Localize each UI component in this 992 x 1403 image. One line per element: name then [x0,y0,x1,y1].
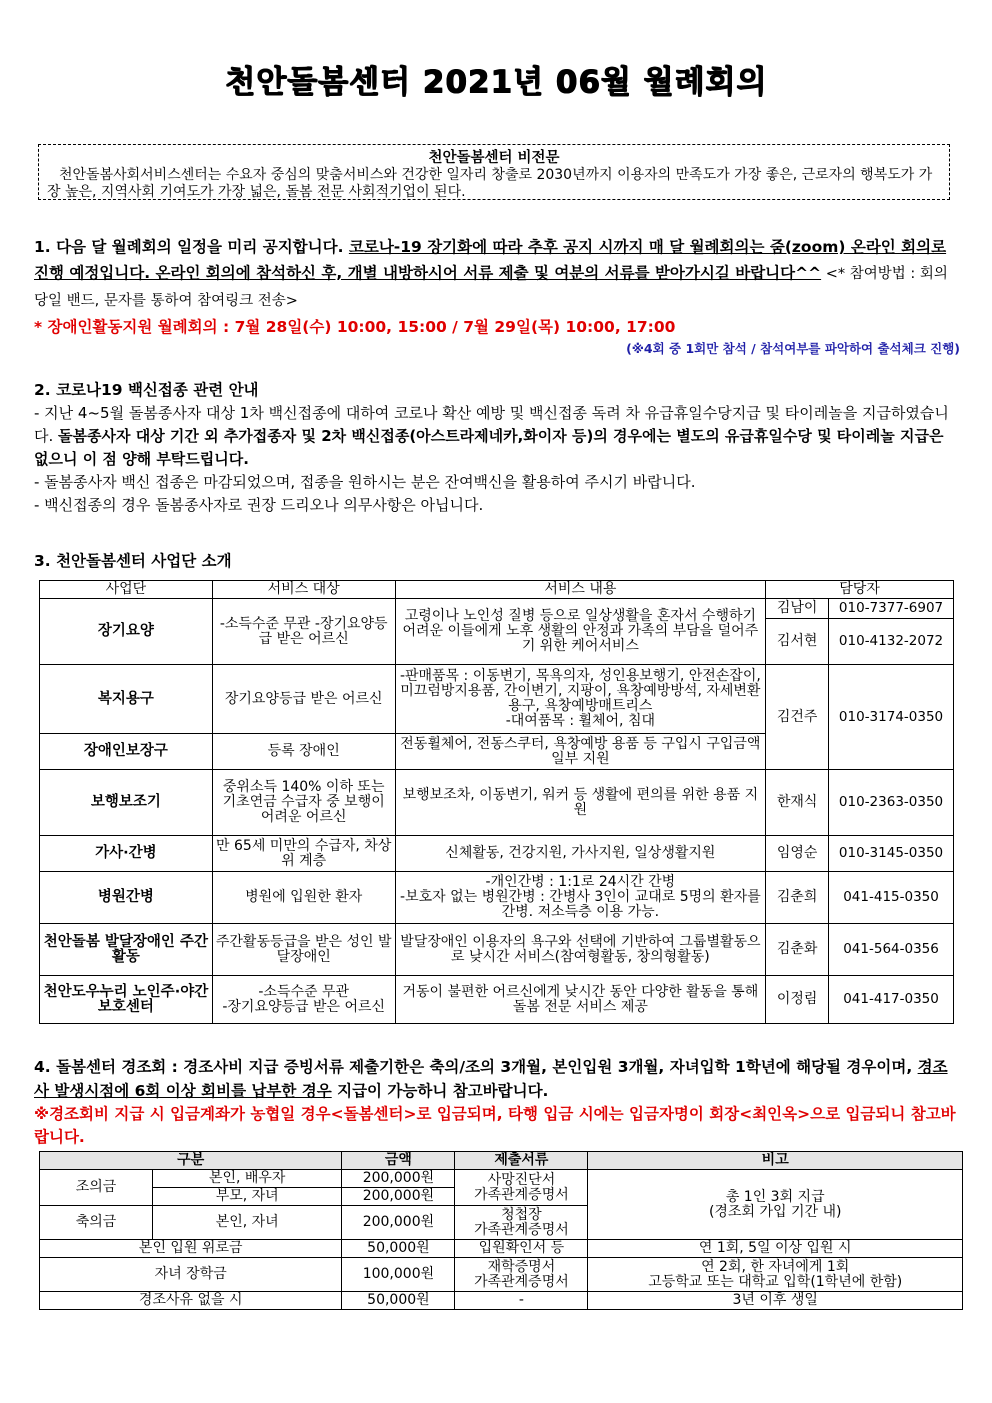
unit-name: 장애인보장구 [40,734,213,770]
manager-phone: 010-7377-6907 [829,599,954,619]
table-header-row [40,1152,963,1170]
manager-phone: 010-3145-0350 [829,836,954,872]
subcategory: 본인, 자녀 [153,1206,342,1240]
section-4-underlined: 경조사 발생시점에 6회 이상 회비를 납부한 경우 [34,1058,948,1100]
header-note: 비고 [588,1152,963,1170]
unit-name: 천안돌봄 발달장애인 주간활동 [40,924,213,976]
unit-content: -개인간병 : 1:1로 24시간 간병 -보호자 없는 병원간병 : 간병사 3인이 교대로 5명의 환자를 간병. 저소득층 이용 가능. [395,872,766,924]
manager-name: 김남이 [766,599,829,619]
section-1-method: <* 참여방법 : 회의 당일 밴드, 문자를 통하여 참여링크 전송> [34,266,948,309]
header-target: 서비스 대상 [212,581,395,599]
category: 축의금 [40,1206,153,1240]
amount: 50,000원 [342,1240,455,1258]
unit-name: 장기요양 [40,599,213,665]
unit-content: 보행보조차, 이동변기, 워커 등 생활에 편의를 위한 용품 지원 [395,770,766,836]
table-row [40,976,954,1024]
unit-name: 천안도우누리 노인주·야간보호센터 [40,976,213,1024]
table-row [40,872,954,924]
unit-name: 복지용구 [40,665,213,734]
unit-target: 만 65세 미만의 수급자, 차상위 계층 [212,836,395,872]
manager-name: 김건주 [766,665,829,770]
unit-target: -소득수준 무관 -장기요양등급 받은 어르신 [212,976,395,1024]
section-2-heading: 2. 코로나19 백신접종 관련 안내 [34,381,259,399]
table-row [40,836,954,872]
manager-phone: 010-2363-0350 [829,770,954,836]
table-row [40,665,954,734]
documents: 사망진단서 가족관계증명서 [455,1170,588,1206]
manager-name: 한재식 [766,770,829,836]
category: 본인 입원 위로금 [40,1240,342,1258]
congratulation-fund-table [39,1151,963,1310]
vision-body: 천안돌봄사회서비스센터는 수요자 중심의 맞춤서비스와 건강한 일자리 창출로 2030년까지 이용자의 만족도가 가장 좋은, 근로자의 행복도가 가장 높은, 지역사회 기여도가 가장 넓은, 돌봄 전문 사회적기업이 된다. [47,167,933,200]
header-unit: 사업단 [40,581,213,599]
vision-box [38,144,950,200]
header-content: 서비스 내용 [395,581,766,599]
unit-content: 거동이 불편한 어르신에게 낮시간 동안 다양한 활동을 통해 돌봄 전문 서비스 제공 [395,976,766,1024]
business-units-table [39,580,954,1024]
section-1-underlined: 코로나-19 장기화에 따라 추후 공지 시까지 매 달 월례회의는 줌(zoom) 온라인 회의로 진행 예정입니다. 온라인 회의에 참석하신 후, 개별 내방하시어 서류 제출 및 여분의 서류를 받아가시길 바랍니다^^ [34,238,947,282]
unit-content: -판매품목 : 이동변기, 목욕의자, 성인용보행기, 안전손잡이, 미끄럼방지용품, 간이변기, 지팡이, 욕창예방방석, 자세변환용구, 욕창예방매트리스 -대여품목 : 휠체어, 침대 [395,665,766,734]
unit-target: 등록 장애인 [212,734,395,770]
section-2-p1-plain: - 지난 4~5월 돌봄종사자 대상 1차 백신접종에 대하여 코로나 확산 예방 및 백신접종 독려 차 유급휴일수당지급 및 타이레놀을 지급하였습니다. [34,404,949,445]
unit-content: 발달장애인 이용자의 욕구와 선택에 기반하여 그룹별활동으로 낮시간 서비스(참여형활동, 창의형활동) [395,924,766,976]
table-row [40,770,954,836]
unit-name: 보행보조기 [40,770,213,836]
manager-name: 이정림 [766,976,829,1024]
vision-heading: 천안돌봄센터 비전문 [428,150,560,166]
section-1-note: (※4회 중 1회만 참석 / 참석여부를 파악하여 출석체크 진행) [626,341,960,356]
table-row [40,1292,963,1310]
table-row [40,1170,963,1188]
section-1-lead: 1. 다음 달 월례회의 일정을 미리 공지합니다. [34,238,349,256]
documents: - [455,1292,588,1310]
manager-name: 김춘희 [766,872,829,924]
unit-content: 신체활동, 건강지원, 가사지원, 일상생활지원 [395,836,766,872]
section-1-red-notice: * 장애인활동지원 월례회의 : 7월 28일(수) 10:00, 15:00 / 7월 29일(목) 10:00, 17:00 [34,318,676,336]
section-4 [34,1055,960,1149]
unit-content: 전동휠체어, 전동스쿠터, 욕창예방 용품 등 구입시 구입금액 일부 지원 [395,734,766,770]
manager-phone: 010-3174-0350 [829,665,954,770]
section-4-red-notice: ※경조회비 지급 시 입금계좌가 농협일 경우<돌봄센터>로 입금되며, 타행 입금 시에는 입금자명이 회장<최인옥>으로 입금되니 참고바랍니다. [34,1105,956,1146]
unit-target: -소득수준 무관 -장기요양등급 받은 어르신 [212,599,395,665]
unit-target: 병원에 입원한 환자 [212,872,395,924]
manager-phone: 041-415-0350 [829,872,954,924]
section-4-tail: 지급이 가능하니 참고바랍니다. [331,1082,549,1100]
documents: 청첩장 가족관계증명서 [455,1206,588,1240]
table-row [40,599,954,619]
header-manager: 담당자 [766,581,954,599]
unit-content: 고령이나 노인성 질병 등으로 일상생활을 혼자서 수행하기 어려운 이들에게 노후 생활의 안정과 가족의 부담을 덜어주기 위한 케어서비스 [395,599,766,665]
table-row [40,1258,963,1292]
amount: 100,000원 [342,1258,455,1292]
amount: 200,000원 [342,1206,455,1240]
section-3-heading-text: 3. 천안돌봄센터 사업단 소개 [34,552,232,570]
section-2 [34,378,960,517]
unit-name: 가사·간병 [40,836,213,872]
header-amount: 금액 [342,1152,455,1170]
section-2-p1-bold: 돌봄종사자 대상 기간 외 추가접종자 및 2차 백신접종(아스트라제네카,화이자 등)의 경우에는 별도의 유급휴일수당 및 타이레놀 지급은 없으니 이 점 양해 부탁드립니다. [34,427,944,468]
manager-phone: 041-564-0356 [829,924,954,976]
note: 연 1회, 5일 이상 입원 시 [588,1240,963,1258]
header-documents: 제출서류 [455,1152,588,1170]
section-2-p3: - 백신접종의 경우 돌봄종사자로 권장 드리오나 의무사항은 아닙니다. [34,496,484,514]
unit-target: 중위소득 140% 이하 또는 기초연금 수급자 중 보행이 어려운 어르신 [212,770,395,836]
amount: 200,000원 [342,1188,455,1206]
amount: 50,000원 [342,1292,455,1310]
page-title: 천안돌봄센터 2021년 06월 월례회의 [224,64,768,100]
category: 조의금 [40,1170,153,1206]
documents: 입원확인서 등 [455,1240,588,1258]
unit-target: 주간활동등급을 받은 성인 발달장애인 [212,924,395,976]
subcategory: 본인, 배우자 [153,1170,342,1188]
category: 자녀 장학금 [40,1258,342,1292]
manager-phone: 010-4132-2072 [829,619,954,665]
manager-name: 김서현 [766,619,829,665]
table-row [40,924,954,976]
manager-phone: 041-417-0350 [829,976,954,1024]
unit-name: 병원간병 [40,872,213,924]
section-1 [34,234,960,358]
note: 3년 이후 생일 [588,1292,963,1310]
header-category: 구분 [40,1152,342,1170]
manager-name: 임영순 [766,836,829,872]
unit-target: 장기요양등급 받은 어르신 [212,665,395,734]
table-header-row [40,581,954,599]
subcategory: 부모, 자녀 [153,1188,342,1206]
section-2-p2: - 돌봄종사자 백신 접종은 마감되었으며, 접종을 원하시는 분은 잔여백신을 활용하여 주시기 바랍니다. [34,473,696,491]
category: 경조사유 없을 시 [40,1292,342,1310]
note: 연 2회, 한 자녀에게 1회 고등학교 또는 대학교 입학(1학년에 한함) [588,1258,963,1292]
documents: 재학증명서 가족관계증명서 [455,1258,588,1292]
amount: 200,000원 [342,1170,455,1188]
note: 총 1인 3회 지급 (경조회 가입 기간 내) [588,1170,963,1240]
table-row [40,1240,963,1258]
section-4-lead: 4. 돌봄센터 경조회 : 경조사비 지급 증빙서류 제출기한은 축의/조의 3개월, 본인입원 3개월, 자녀입학 1학년에 해당될 경우이며, [34,1058,918,1076]
manager-name: 김춘화 [766,924,829,976]
